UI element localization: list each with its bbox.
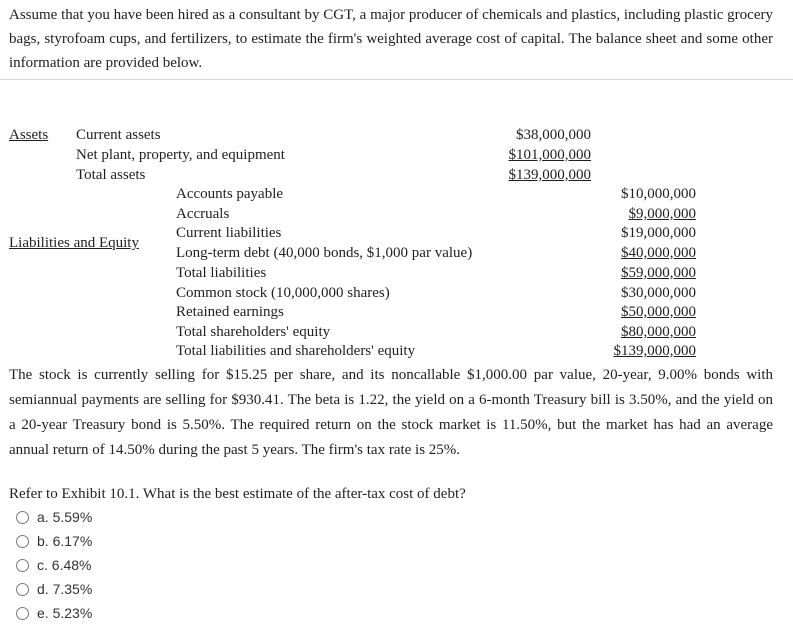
option-e[interactable] <box>16 603 92 623</box>
liability-value: $9,000,000 <box>628 206 696 222</box>
details-paragraph: The stock is currently selling for $15.25 per share, and its noncallable $1,000.00 par value, 20-year, 9.00% bonds with semiannual payments are selling for $930.41. The beta is 1.22, the yield on a 6-month Treasury bill is 3.50%, and the yield on a 20-year Treasury bond is 5.50%. The required return on the stock market is 11.50%, but the market has had an average annual return of 14.50% during the past 5 years. The firm's tax rate is 25%. <box>9 367 773 458</box>
asset-label: Current assets <box>76 127 161 143</box>
liability-label: Current liabilities <box>176 225 282 241</box>
option-label: c. 6.48% <box>37 557 92 573</box>
option-label: e. 5.23% <box>37 605 93 621</box>
liability-label: Total liabilities and shareholders' equity <box>176 343 416 359</box>
divider <box>0 79 793 80</box>
liability-value: $30,000,000 <box>621 285 696 301</box>
liability-label: Accruals <box>176 206 230 222</box>
radio-button[interactable] <box>16 559 29 572</box>
option-b[interactable] <box>16 531 92 551</box>
radio-button[interactable] <box>16 583 29 596</box>
option-label: a. 5.59% <box>37 509 93 525</box>
liability-label: Accounts payable <box>176 186 284 202</box>
radio-button[interactable] <box>16 607 29 620</box>
liability-value: $59,000,000 <box>621 265 696 281</box>
liability-value: $80,000,000 <box>621 324 696 340</box>
liability-label: Total liabilities <box>176 265 267 281</box>
intro-paragraph: Assume that you have been hired as a consultant by CGT, a major producer of chemicals and plastics, including plastic grocery bags, styrofoam cups, and fertilizers, to estimate the firm's weighted average cost of capital. The balance sheet and some other information are provided below. <box>9 7 773 71</box>
option-label: d. 7.35% <box>37 581 93 597</box>
liability-label: Common stock (10,000,000 shares) <box>176 285 390 301</box>
liability-label: Retained earnings <box>176 304 284 320</box>
liability-label: Long-term debt (40,000 bonds, $1,000 par value) <box>176 245 473 261</box>
liabilities-heading: Liabilities and Equity <box>9 235 139 251</box>
asset-value: $139,000,000 <box>508 167 591 183</box>
asset-value: $38,000,000 <box>516 127 591 143</box>
question-text: Refer to Exhibit 10.1. What is the best estimate of the after-tax cost of debt? <box>9 486 466 502</box>
liability-value: $19,000,000 <box>621 225 696 241</box>
liability-value: $40,000,000 <box>621 245 696 261</box>
assets-heading: Assets <box>9 127 49 143</box>
asset-value: $101,000,000 <box>508 147 591 163</box>
liability-value: $139,000,000 <box>613 343 696 359</box>
asset-label: Net plant, property, and equipment <box>76 147 285 163</box>
option-label: b. 6.17% <box>37 533 93 549</box>
radio-button[interactable] <box>16 511 29 524</box>
liability-label: Total shareholders' equity <box>176 324 331 340</box>
liability-value: $50,000,000 <box>621 304 696 320</box>
option-a[interactable] <box>16 507 92 527</box>
liability-value: $10,000,000 <box>621 186 696 202</box>
asset-label: Total assets <box>76 167 146 183</box>
option-d[interactable] <box>16 579 92 599</box>
radio-button[interactable] <box>16 535 29 548</box>
option-c[interactable] <box>16 555 91 575</box>
